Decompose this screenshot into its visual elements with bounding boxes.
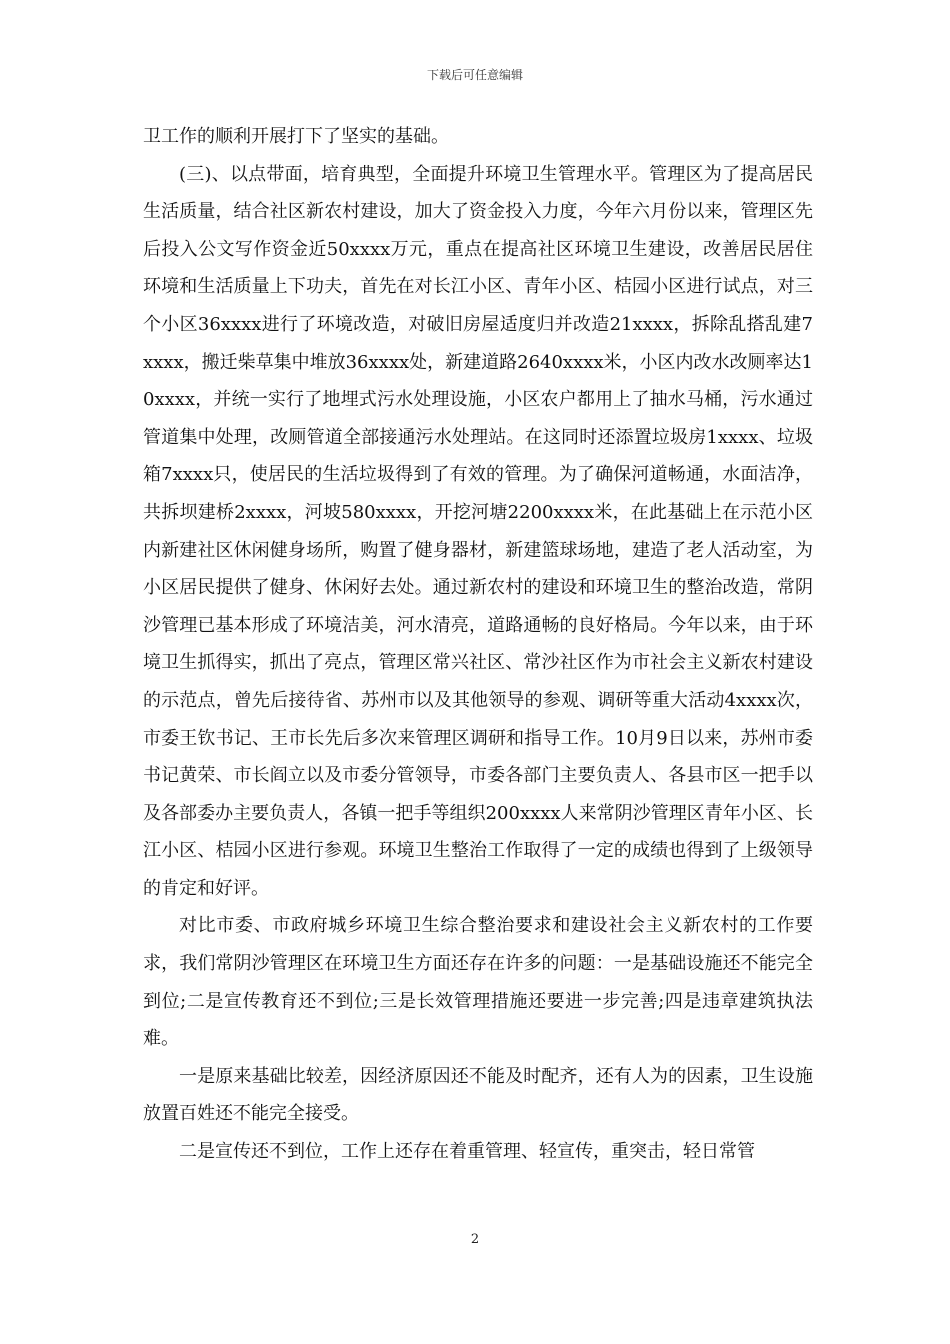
- page-number: 2: [470, 1232, 480, 1247]
- page-header: 下载后可任意编辑: [426, 68, 523, 82]
- paragraph-problem-two: 二是宣传还不到位，工作上还存在着重管理、轻宣传，重突击，轻日常管: [179, 1141, 755, 1163]
- paragraph-problem-one: 一是原来基础比较差，因经济原因还不能及时配齐，还有人为的因素，卫生设施放置百姓还不能完全接受。: [143, 1065, 813, 1125]
- paragraph-continuation: 卫工作的顺利开展打下了坚实的基础。: [143, 126, 449, 147]
- paragraph-problems: 对比市委、市政府城乡环境卫生综合整治要求和建设社会主义新农村的工作要求，我们常阴沙管理区在环境卫生方面还存在许多的问题：一是基础设施还不能完全到位;二是宣传教育还不到位;三是长效管理措施还要进一步完善;四是违章建筑执法难。: [143, 915, 813, 1050]
- paragraph-section-three: (三)、以点带面，培育典型，全面提升环境卫生管理水平。管理区为了提高居民生活质量，结合社区新农村建设，加大了资金投入力度，今年六月份以来，管理区先后投入公文写作资金近50xxxx万元，重点在提高社区环境卫生建设，改善居民居住环境和生活质量上下功夫，首先在对长江小区、青年小区、桔园小区进行试点，对三个小区36xxxx进行了环境改造，对破旧房屋适度归并改造21xxxx，拆除乱搭乱建7xxxx，搬迁柴草集中堆放36xxxx处，新建道路2640xxxx米，小区内改水改厕率达10xxxx，并统一实行了地埋式污水处理设施，小区农户都用上了抽水马桶，污水通过管道集中处理，改厕管道全部接通污水处理站。在这同时还添置垃圾房1xxxx、垃圾箱7xxxx只，使居民的生活垃圾得到了有效的管理。为了确保河道畅通，水面洁净，共拆坝建桥2xxxx，河坡580xxxx，开挖河塘2200xxxx米，在此基础上在示范小区内新建社区休闲健身场所，购置了健身器材，新建篮球场地，建造了老人活动室，为小区居民提供了健身、休闲好去处。通过新农村的建设和环境卫生的整治改造，常阴沙管理已基本形成了环境洁美，河水清亮，道路通畅的良好格局。今年以来，由于环境卫生抓得实，抓出了亮点，管理区常兴社区、常沙社区作为市社会主义新农村建设的示范点，曾先后接待省、苏州市以及其他领导的参观、调研等重大活动4xxxx次，市委王钦书记、王市长先后多次来管理区调研和指导工作。10月9日以来，苏州市委书记黄荣、市长阎立以及市委分管领导，市委各部门主要负责人、各县市区一把手以及各部委办主要负责人，各镇一把手等组织200xxxx人来常阴沙管理区青年小区、长江小区、桔园小区进行参观。环境卫生整治工作取得了一定的成绩也得到了上级领导的肯定和好评。: [143, 163, 813, 899]
- document-body: [143, 118, 813, 1171]
